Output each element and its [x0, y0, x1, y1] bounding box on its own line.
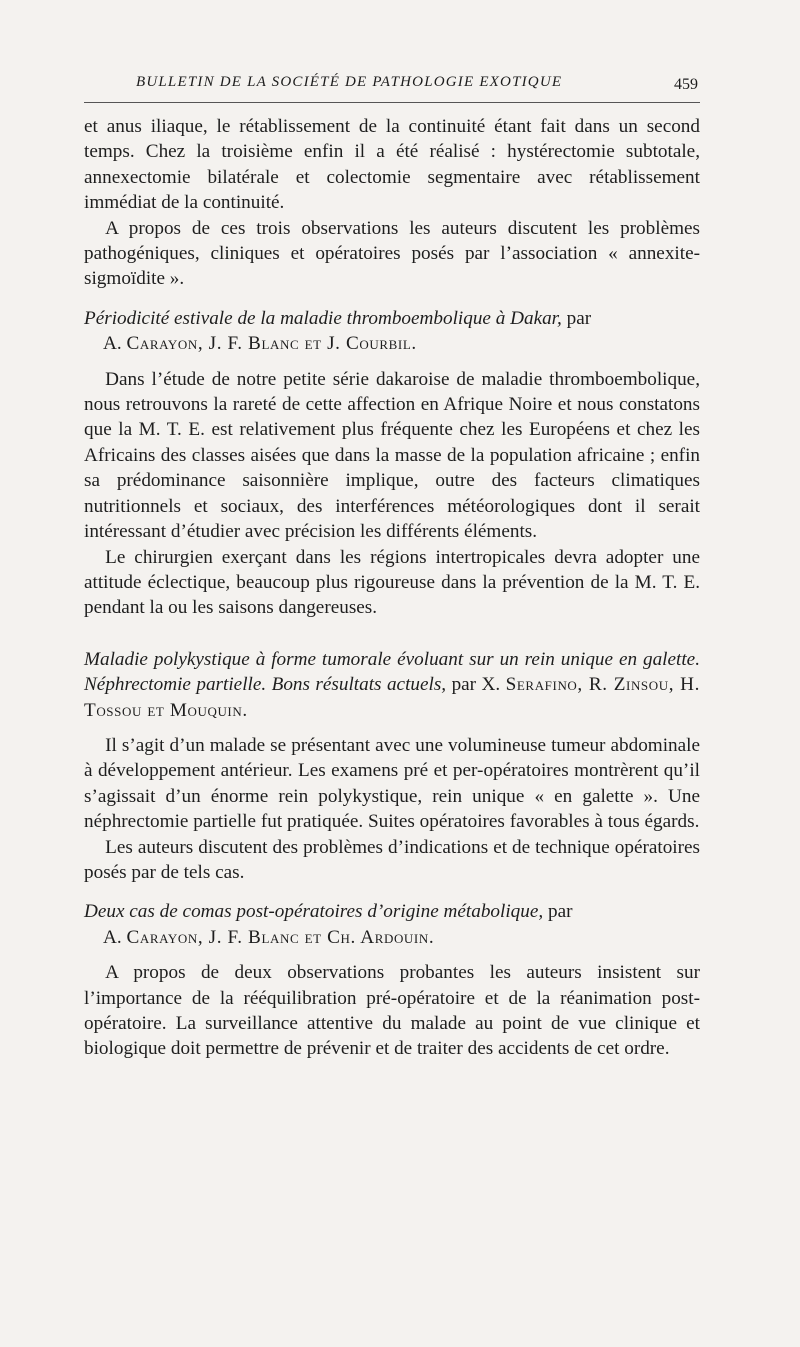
entry-2-heading: [84, 647, 700, 723]
entry-2-by: par X.: [451, 674, 501, 696]
entry-1-title: Périodicité estivale de la maladie thromboembolique à Dakar,: [84, 307, 562, 329]
running-head: [0, 70, 800, 110]
entry-2-paragraph-1: Il s’agit d’un malade se présentant avec une volumineuse tumeur abdominale à développement antérieur. Les examens pré et per-opératoires montrèrent qu’il s’agissait d’un énorme rein polykystique, rein unique « en galette ». Une néphrectomie partielle fut pratiquée. Suites opératoires favorables à tous égards.: [84, 734, 700, 833]
entry-1-authors: Carayon, J. F. Blanc et J. Courbil.: [126, 333, 417, 355]
entry-2-paragraph-2: Les auteurs discutent des problèmes d’indications et de technique opératoires posés par de tels cas.: [84, 836, 700, 883]
entry-1-by: par: [566, 307, 592, 329]
entry-1-authors-lead: A.: [103, 333, 122, 355]
entry-3-authors: Carayon, J. F. Blanc et Ch. Ardouin.: [126, 926, 435, 948]
entry-3-by: par: [547, 901, 573, 923]
continuation-paragraph-2: A propos de ces trois observations les auteurs discutent les problèmes pathogéniques, cliniques et opératoires posés par l’association « annexite-sigmoïdite ».: [84, 217, 700, 290]
entry-1-paragraph-2: Le chirurgien exerçant dans les régions intertropicales devra adopter une attitude éclectique, beaucoup plus rigoureuse dans la prévention de la M. T. E. pendant la ou les saisons dangereuses.: [84, 546, 700, 619]
page-number: 459: [674, 76, 698, 93]
continuation-paragraph: et anus iliaque, le rétablissement de la continuité étant fait dans un second temps. Chez la troisième enfin il a été réalisé : hystérectomie subtotale, annexectomie bilatérale et colectomie segmentaire avec rétablissement immédiat de la continuité.: [84, 116, 700, 214]
entry-1-heading: [84, 306, 700, 357]
entry-2-title: Maladie polykystique à forme tumorale évoluant sur un rein unique en galette. Néphrectomie partielle. Bons résultats actuels,: [84, 648, 700, 696]
body-text: [84, 114, 700, 1062]
entry-3-heading: [84, 899, 700, 950]
entry-3-paragraph-1: A propos de deux observations probantes les auteurs insistent sur l’importance de la rééquilibration pré-opératoire et de la réanimation post-opératoire. La surveillance attentive du malade au point de vue clinique et biologique doit permettre de prévenir et de traiter des accidents de cet ordre.: [84, 962, 700, 1060]
running-title: BULLETIN DE LA SOCIÉTÉ DE PATHOLOGIE EXOTIQUE: [136, 74, 563, 90]
entry-3-authors-lead: A.: [103, 926, 122, 948]
entry-1-paragraph-1: Dans l’étude de notre petite série dakaroise de maladie thromboembolique, nous retrouvons la rareté de cette affection en Afrique Noire et nous constatons que la M. T. E. est relativement plus fréquente chez les Européens et chez les Africains des classes aisées que dans la masse de la population africaine ; enfin sa prédominance saisonnière implique, outre des facteurs climatiques nutritionnels et sociaux, des interférences météorologiques dont il serait intéressant d’étudier avec précision les différents éléments.: [84, 368, 700, 543]
entry-2-authors: Serafino, R. Zinsou, H. Tossou et Mouquin.: [84, 674, 701, 721]
entry-3-title: Deux cas de comas post-opératoires d’origine métabolique,: [84, 901, 544, 923]
header-rule: [84, 102, 700, 103]
